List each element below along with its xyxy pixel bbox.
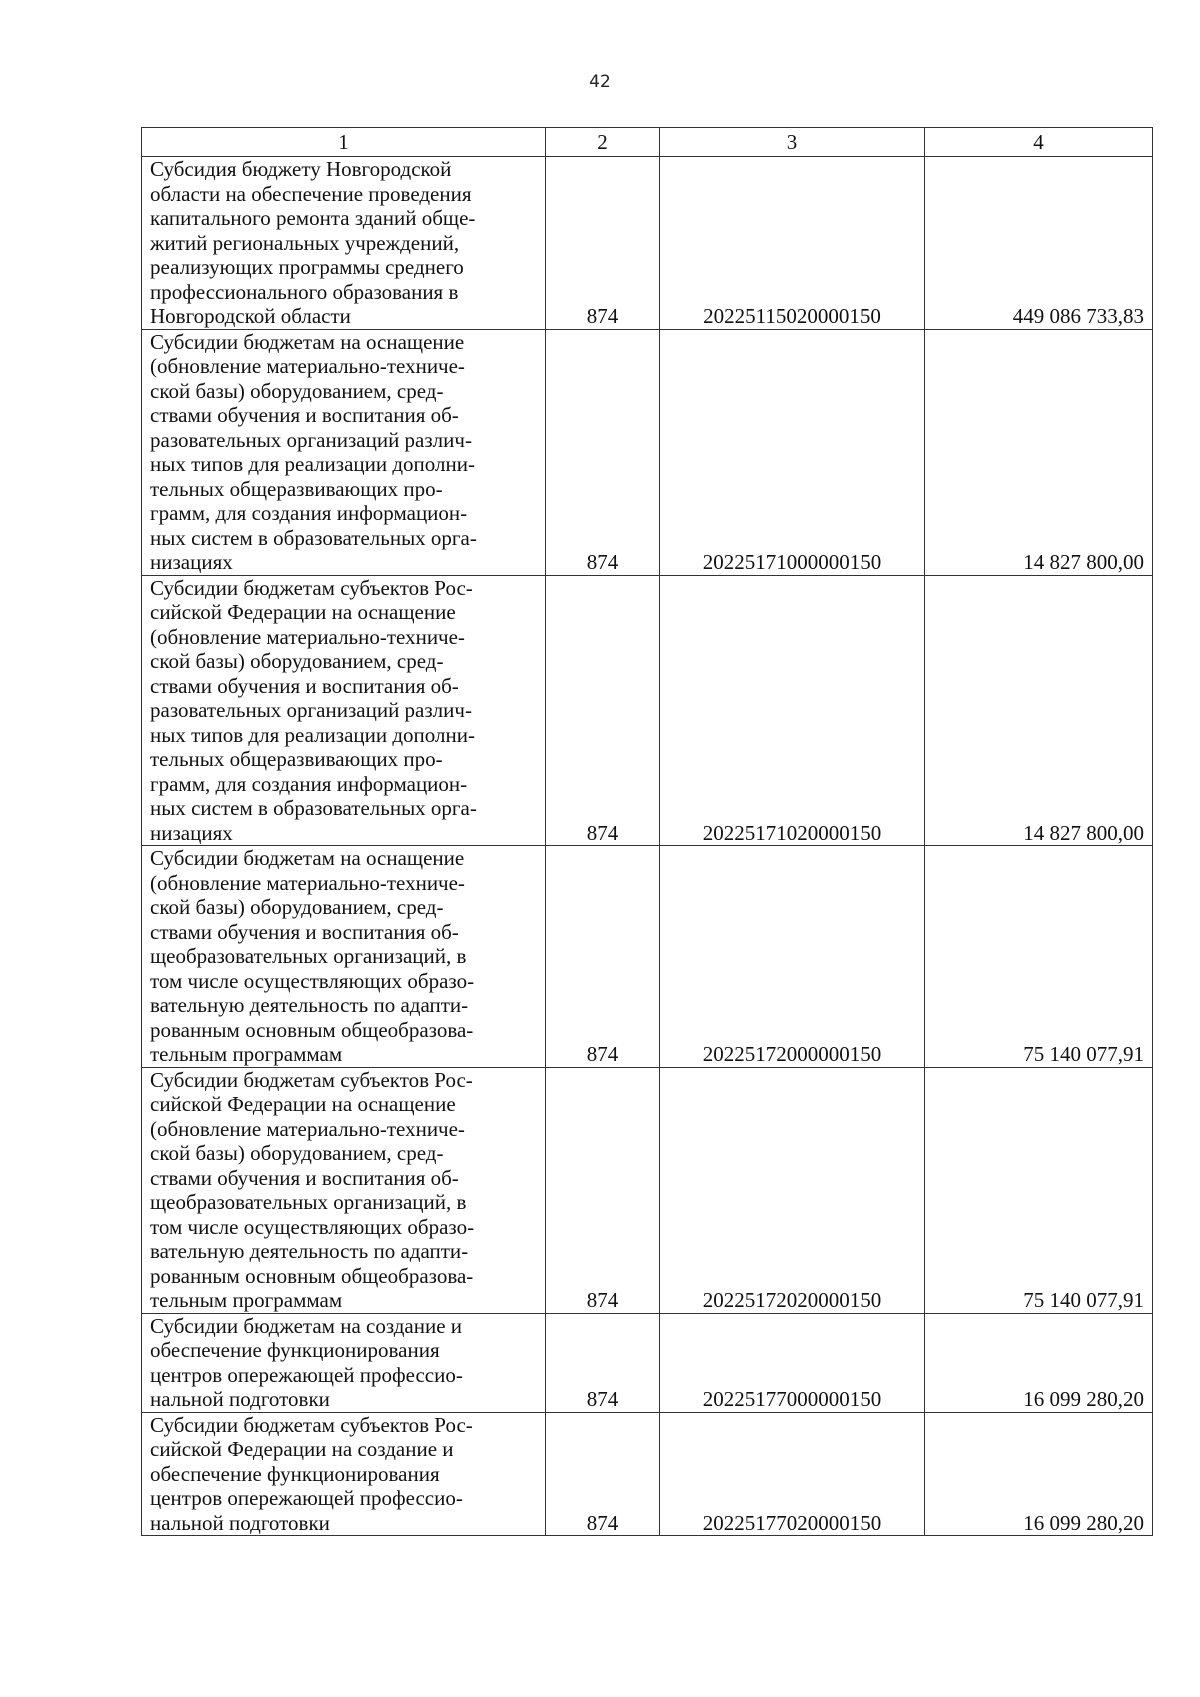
budget-code-cell: 20225171020000150	[660, 575, 925, 846]
description-line: центров опережающей профессио-	[150, 1486, 463, 1510]
description-line: ных систем в образовательных орга-	[150, 796, 477, 820]
description-line: ствами обучения и воспитания об-	[150, 919, 459, 944]
description-line: тельных общеразвивающих про-	[150, 747, 443, 771]
description-line: ской базы) оборудованием, сред-	[150, 895, 444, 919]
revenue-table	[141, 127, 1153, 1536]
description-line: ных типов для реализации дополни-	[150, 722, 475, 747]
table-row	[142, 1412, 1153, 1536]
description-line: Субсидии бюджетам на оснащение	[150, 846, 465, 870]
description-line: рованным основным общеобразова-	[150, 1017, 474, 1042]
description-line: грамм, для создания информацион-	[150, 771, 468, 796]
admin-code-cell: 874	[546, 157, 660, 330]
header-col-1: 1	[142, 128, 546, 157]
description-line: (обновление материально-техниче-	[150, 1116, 465, 1141]
header-col-2: 2	[546, 128, 660, 157]
amount-cell: 16 099 280,20	[925, 1412, 1153, 1536]
header-row	[142, 128, 1153, 157]
budget-code-cell: 20225115020000150	[660, 157, 925, 330]
admin-code-cell: 874	[546, 329, 660, 575]
description-line: обеспечение функционирования	[150, 1338, 440, 1362]
description-line: сийской Федерации на оснащение	[150, 600, 456, 624]
description-line: ных типов для реализации дополни-	[150, 452, 475, 476]
table-row	[142, 846, 1153, 1068]
admin-code-cell: 874	[546, 1067, 660, 1313]
description-line: (обновление материально-техниче-	[150, 624, 465, 649]
description-line: тельным программам	[150, 1042, 343, 1066]
description-line: ствами обучения и воспитания об-	[150, 403, 459, 427]
description-line: Новгородской области	[150, 304, 351, 328]
description-line: разовательных организаций различ-	[150, 427, 472, 452]
description-line: щеобразовательных организаций, в	[150, 944, 467, 968]
description-line: ской базы) оборудованием, сред-	[150, 378, 444, 403]
description-line: щеобразовательных организаций, в	[150, 1190, 467, 1214]
description-line: вательную деятельность по адапти-	[150, 993, 469, 1017]
description-line: Субсидии бюджетам субъектов Рос-	[150, 1067, 473, 1092]
table-header	[142, 128, 1153, 157]
table-row	[142, 157, 1153, 330]
description-line: сийской Федерации на создание и	[150, 1437, 454, 1461]
description-line: нальной подготовки	[150, 1510, 330, 1535]
description-line: Субсидия бюджету Новгородской	[150, 157, 452, 181]
description-line: низациях	[150, 550, 233, 574]
description-line: ствами обучения и воспитания об-	[150, 1165, 459, 1190]
admin-code-cell: 874	[546, 1412, 660, 1536]
description-line: ствами обучения и воспитания об-	[150, 673, 459, 698]
description-line: Субсидии бюджетам на создание и	[150, 1313, 463, 1338]
admin-code-cell: 874	[546, 575, 660, 846]
description-line: области на обеспечение проведения	[150, 181, 472, 206]
description-line: том числе осуществляющих образо-	[150, 1214, 475, 1239]
description-line: рованным основным общеобразова-	[150, 1263, 474, 1288]
description-line: капитального ремонта зданий обще-	[150, 206, 476, 230]
table-row	[142, 1067, 1153, 1313]
description-line: тельных общеразвивающих про-	[150, 476, 443, 501]
description-line: нальной подготовки	[150, 1387, 330, 1411]
description-line: ской базы) оборудованием, сред-	[150, 1141, 444, 1165]
admin-code-cell: 874	[546, 1313, 660, 1412]
table-row	[142, 329, 1153, 575]
row-description	[142, 846, 546, 1068]
description-line: центров опережающей профессио-	[150, 1362, 463, 1387]
description-line: реализующих программы среднего	[150, 255, 464, 279]
description-line: Субсидии бюджетам субъектов Рос-	[150, 1412, 473, 1437]
budget-code-cell: 20225177000000150	[660, 1313, 925, 1412]
header-col-4: 4	[925, 128, 1153, 157]
budget-code-cell: 20225177020000150	[660, 1412, 925, 1536]
amount-cell: 75 140 077,91	[925, 846, 1153, 1068]
description-line: ных систем в образовательных орга-	[150, 525, 477, 550]
table-row	[142, 1313, 1153, 1412]
description-line: грамм, для создания информацион-	[150, 501, 468, 525]
description-line: вательную деятельность по адапти-	[150, 1239, 469, 1263]
row-description	[142, 575, 546, 846]
page-number: 42	[589, 72, 611, 92]
admin-code-cell: 874	[546, 846, 660, 1068]
row-description	[142, 1067, 546, 1313]
description-line: тельным программам	[150, 1288, 343, 1312]
description-line: ской базы) оборудованием, сред-	[150, 649, 444, 673]
table-row	[142, 575, 1153, 846]
description-line: Субсидии бюджетам на оснащение	[150, 329, 465, 354]
amount-cell: 75 140 077,91	[925, 1067, 1153, 1313]
budget-code-cell: 20225172020000150	[660, 1067, 925, 1313]
row-description	[142, 1412, 546, 1536]
row-description	[142, 329, 546, 575]
description-line: житий региональных учреждений,	[150, 230, 460, 255]
amount-cell: 16 099 280,20	[925, 1313, 1153, 1412]
description-line: Субсидии бюджетам субъектов Рос-	[150, 575, 473, 600]
description-line: обеспечение функционирования	[150, 1461, 440, 1486]
row-description	[142, 157, 546, 330]
amount-cell: 449 086 733,83	[925, 157, 1153, 330]
budget-code-cell: 20225171000000150	[660, 329, 925, 575]
table-body	[142, 157, 1153, 1536]
amount-cell: 14 827 800,00	[925, 575, 1153, 846]
description-line: сийской Федерации на оснащение	[150, 1092, 456, 1116]
description-line: низациях	[150, 820, 233, 845]
description-line: профессионального образования в	[150, 279, 459, 304]
description-line: том числе осуществляющих образо-	[150, 968, 475, 993]
row-description	[142, 1313, 546, 1412]
description-line: (обновление материально-техниче-	[150, 870, 465, 895]
description-line: (обновление материально-техниче-	[150, 354, 465, 378]
budget-code-cell: 20225172000000150	[660, 846, 925, 1068]
description-line: разовательных организаций различ-	[150, 698, 472, 722]
amount-cell: 14 827 800,00	[925, 329, 1153, 575]
header-col-3: 3	[660, 128, 925, 157]
